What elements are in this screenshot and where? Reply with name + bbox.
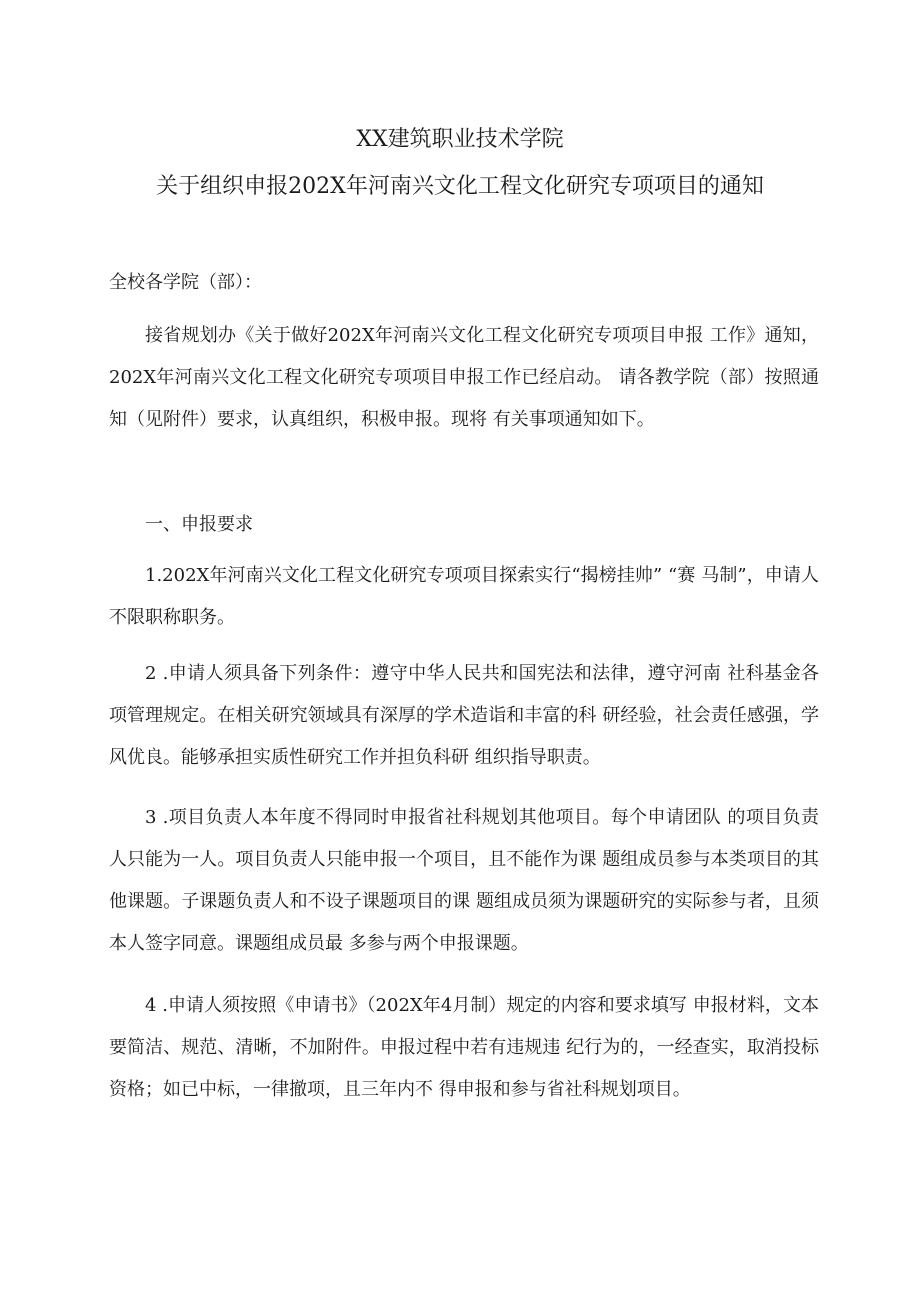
notice-title: 关于组织申报202X年河南兴文化工程文化研究专项项目的通知 xyxy=(156,174,764,199)
section-heading: 一、申报要求 xyxy=(145,514,253,535)
institution-title: XX建筑职业技术学院 xyxy=(356,127,564,152)
intro-paragraph: 接省规划办《关于做好202X年河南兴文化工程文化研究专项项目申报 工作》通知，202X年河南兴文化工程文化研究专项项目申报工作已经启动。 请各教学院（部）按照通知（见附件）要求，认真组织，积极申报。现将 有关事项通知如下。 xyxy=(109,325,819,430)
requirement-item-1: 1.202X年河南兴文化工程文化研究专项项目探索实行“揭榜挂帅” “赛 马制”，申请人不限职称职务。 xyxy=(109,565,819,628)
requirement-item-2: 2 .申请人须具备下列条件：遵守中华人民共和国宪法和法律，遵守河南 社科基金各项管理规定。在相关研究领域具有深厚的学术造诣和丰富的科 研经验，社会责任感强，学风优良。能够承担实质性研究工作并担负科研 组织指导职责。 xyxy=(109,663,819,768)
requirement-item-4: 4 .申请人须按照《申请书》（202X年4月制）规定的内容和要求填写 申报材料，文本要简洁、规范、清晰，不加附件。申报过程中若有违规违 纪行为的，一经查实，取消投标资格；如已中标，一律撤项，且三年内不 得申报和参与省社科规划项目。 xyxy=(109,995,819,1100)
salutation: 全校各学院（部）： xyxy=(109,272,262,293)
requirement-item-3: 3 .项目负责人本年度不得同时申报省社科规划其他项目。每个申请团队 的项目负责人只能为一人。项目负责人只能申报一个项目，且不能作为课 题组成员参与本类项目的其他课题。子课题负责人和不设子课题项目的课 题组成员须为课题研究的实际参与者，且须本人签字同意。课题组成员最 多参与两个申报课题。 xyxy=(109,807,819,954)
